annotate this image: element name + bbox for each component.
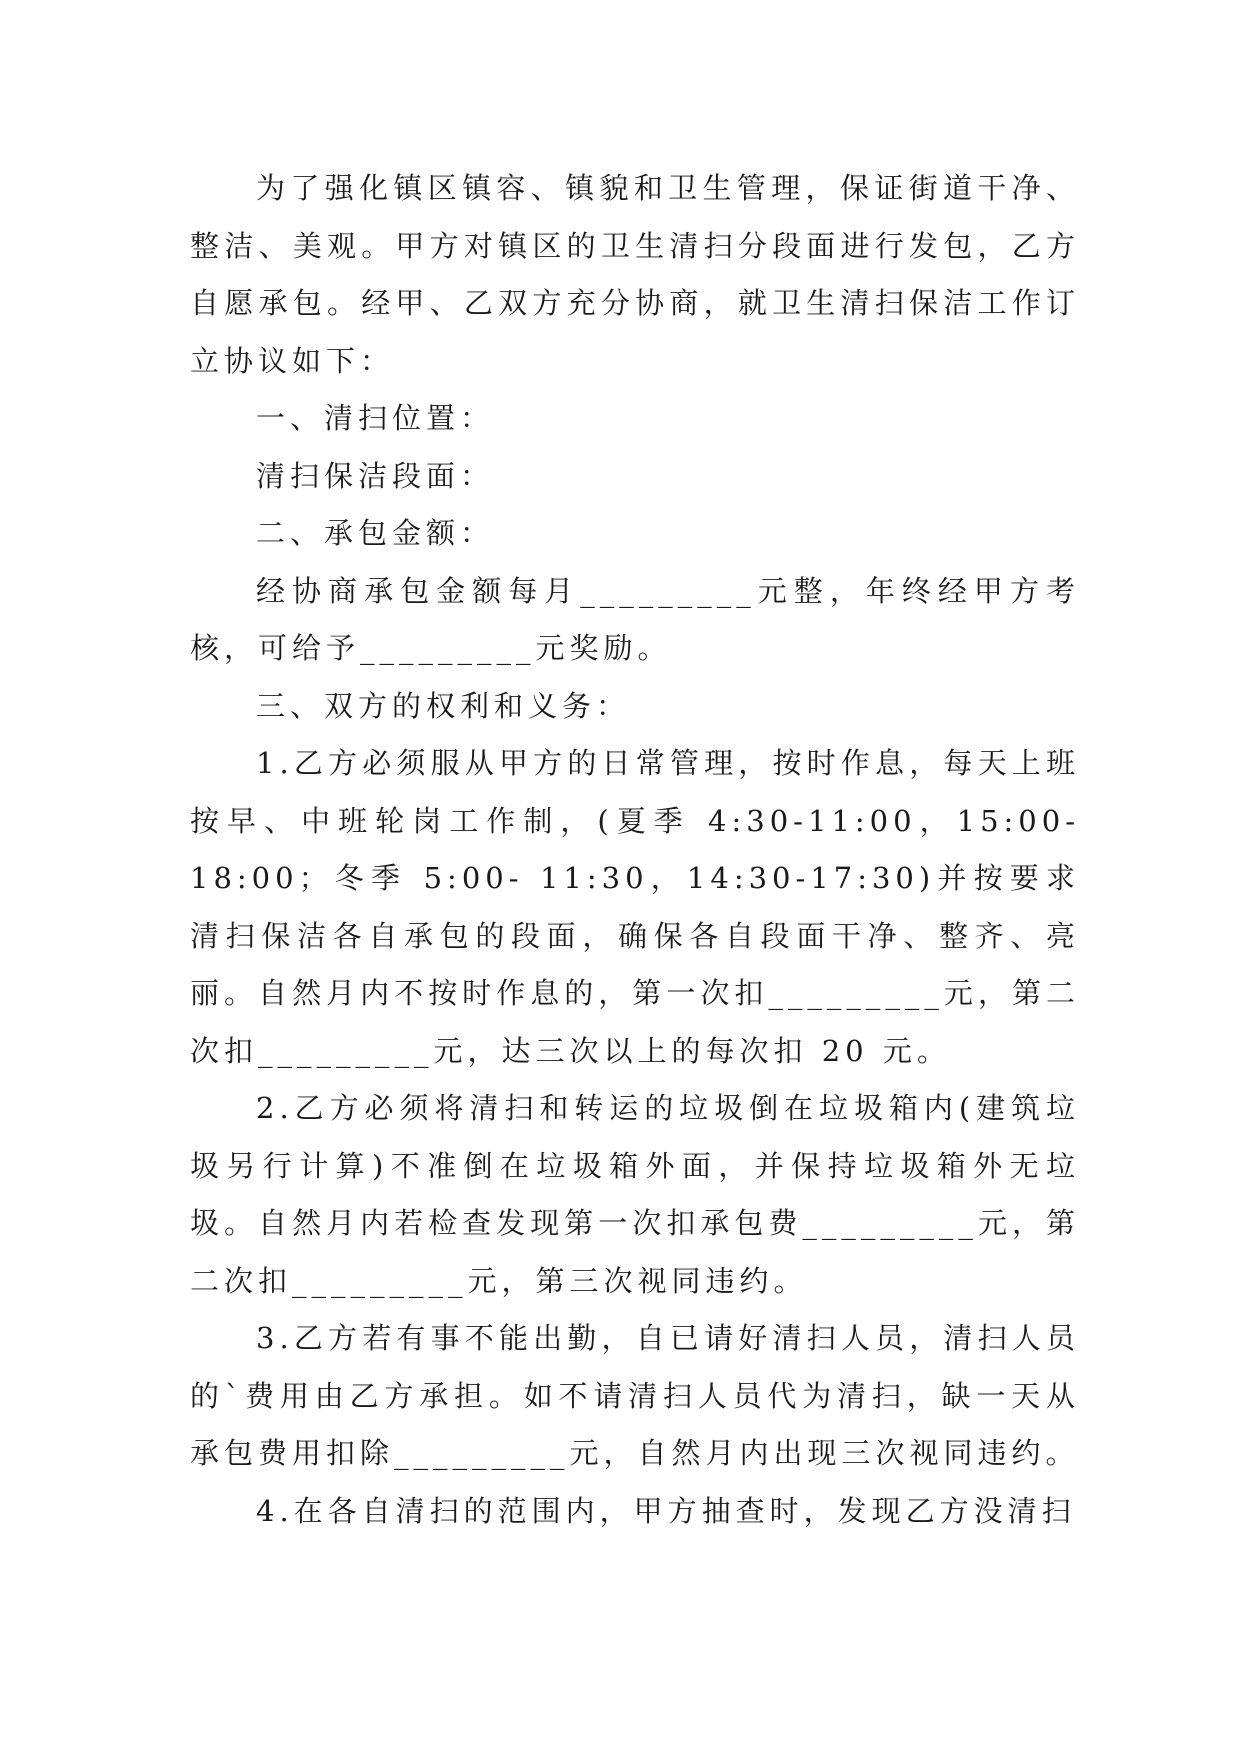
cleaning-segment-line: 清扫保洁段面： [256,458,495,493]
section-heading-rights: 三、双方的权利和义务： [256,688,631,723]
clause-4: 4.在各自清扫的范围内，甲方抽查时，发现乙方没清扫 [256,1493,1076,1528]
clause-2: 2.乙方必须将清扫和转运的垃圾倒在垃圾箱内(建筑垃圾另行计算)不准倒在垃圾箱外面，并保持垃圾箱外无垃圾。自然月内若检查发现第一次扣承包费_________元，第二次扣_________元，第三次视同违约。 [190,1091,1080,1298]
clause-3: 3.乙方若有事不能出勤，自已请好清扫人员，清扫人员的`费用由乙方承担。如不请清扫人员代为清扫，缺一天从承包费用扣除_________元，自然月内出现三次视同违约。 [190,1321,1080,1470]
intro-paragraph: 为了强化镇区镇容、镇貌和卫生管理，保证街道干净、整洁、美观。甲方对镇区的卫生清扫分段面进行发包，乙方自愿承包。经甲、乙双方充分协商，就卫生清扫保洁工作订立协议如下： [190,171,1080,378]
section-heading-amount: 二、承包金额： [256,516,495,550]
amount-paragraph: 经协商承包金额每月_________元整，年终经甲方考核，可给予_________元奖励。 [190,573,1080,665]
clause-1: 1.乙方必须服从甲方的日常管理，按时作息，每天上班按早、中班轮岗工作制，(夏季 4:30-11:00，15:00-18:00；冬季 5:00- 11:30，14:30-17:30)并按要求清扫保洁各自承包的段面，确保各自段面干净、整齐、亮丽。自然月内不按时作息的，第一次扣_________元，第二次扣_________元，达三次以上的每次扣 20 元。 [190,746,1080,1068]
section-heading-location: 一、清扫位置： [256,401,495,435]
document-body [190,160,1080,1540]
